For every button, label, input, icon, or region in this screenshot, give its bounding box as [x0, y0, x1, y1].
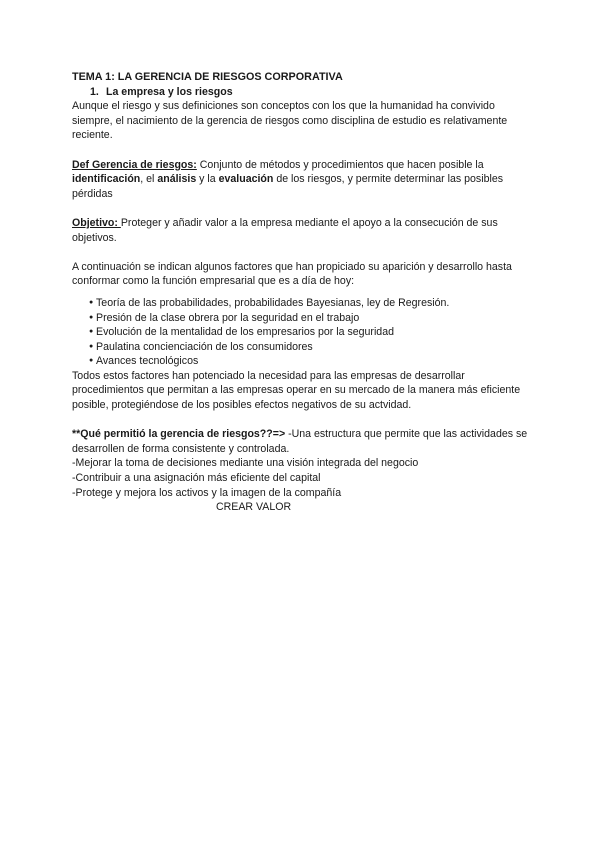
factor-item: ● Presión de la clase obrera por la seguridad en el trabajo	[72, 311, 532, 326]
definition-label: Def Gerencia de riesgos:	[72, 158, 197, 171]
objective-text: Proteger y añadir valor a la empresa mediante el apoyo a la consecución de sus objetivos.	[72, 216, 498, 244]
benefit-item: -Mejorar la toma de decisiones mediante una visión integrada del negocio	[72, 457, 419, 470]
closing-line: CREAR VALOR	[216, 501, 292, 514]
document-title: TEMA 1: LA GERENCIA DE RIESGOS CORPORATIVA	[72, 71, 343, 83]
definition-text-2: , el	[140, 173, 158, 186]
factor-item: ● Evolución de la mentalidad de los empresarios por la seguridad	[72, 325, 532, 340]
factor-item: ● Teoría de las probabilidades, probabilidades Bayesianas, ley de Regresión.	[72, 296, 532, 311]
keyword-identificacion: identificación	[72, 173, 141, 186]
question-answer: -Una estructura que permite que las actividades se desarrollen de forma consistente y controlada.	[72, 428, 528, 455]
factor-item: ● Avances tecnológicos	[72, 354, 532, 369]
definition-paragraph	[72, 158, 532, 202]
definition-text-3: y la	[196, 173, 219, 186]
keyword-analisis: análisis	[157, 173, 197, 186]
intro-paragraph: Aunque el riesgo y sus definiciones son conceptos con los que la humanidad ha convivido siempre, el nacimiento de la gerencia de riesgos como disciplina de estudio es relativamente reciente.	[72, 100, 508, 142]
question-paragraph	[72, 427, 532, 456]
section-title: La empresa y los riesgos	[106, 85, 233, 98]
keyword-evaluacion: evaluación	[218, 173, 274, 186]
objective-paragraph	[72, 216, 532, 245]
section-heading	[90, 85, 532, 100]
objective-label: Objetivo:	[72, 216, 121, 229]
benefit-item: -Protege y mejora los activos y la imagen de la compañía	[72, 486, 342, 499]
factors-intro: A continuación se indican algunos factores que han propiciado su aparición y desarrollo hasta conformar como la función empresarial que es a día de hoy:	[72, 260, 512, 288]
benefit-item: -Contribuir a una asignación más eficiente del capital	[72, 472, 321, 485]
definition-text-1: Conjunto de métodos y procedimientos que hacen posible la	[196, 158, 484, 171]
question-label: **Qué permitió la gerencia de riesgos??=>	[72, 428, 286, 441]
section-number: 1.	[90, 85, 99, 98]
factors-outro: Todos estos factores han potenciado la necesidad para las empresas de desarrollar procedimientos que permitan a las empresas operar en su mercado de la manera más eficiente posible, protegiéndose de los posibles efectos negativos de su actvidad.	[72, 369, 521, 412]
factors-list	[72, 296, 532, 369]
factor-item: ● Paulatina concienciación de los consumidores	[72, 340, 532, 355]
definition-text-4: de los riesgos, y permite determinar las posibles pérdidas	[72, 173, 504, 200]
document-page	[72, 70, 532, 515]
